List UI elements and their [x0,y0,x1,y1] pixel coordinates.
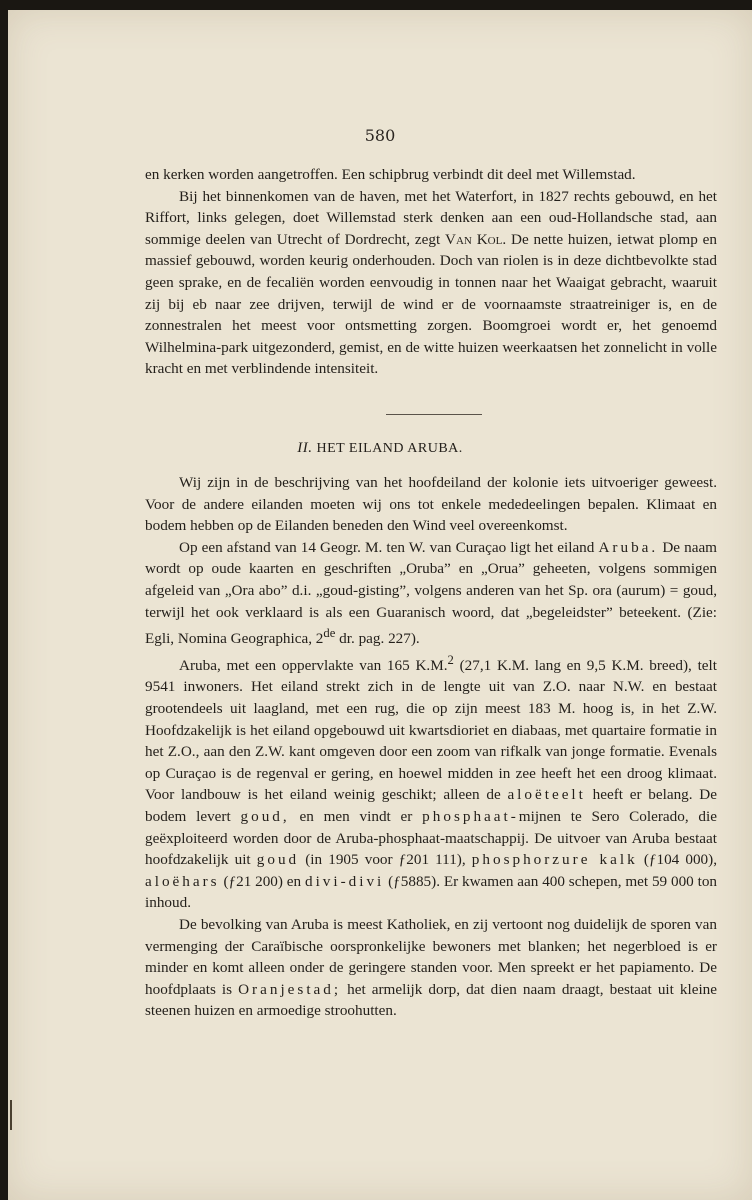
emphasis-oranjestad: Oranjestad; [238,980,342,998]
section-numeral: II. [297,440,313,456]
paragraph-continuation: en kerken worden aangetroffen. Een schipbrug verbindt dit deel met Willemstad. [145,166,636,183]
emphasis-goud: goud, [240,808,290,826]
paragraph-aruba-name: Op een afstand van 14 Geogr. M. ten W. van Curaçao ligt het eiland Aruba. De naam wordt op oude kaarten en geschriften „Oruba” en „Orua” geheeten, volgens sommigen afgeleid van „Ora abo” d.i. „goud-gisting”, volgens anderen van het Sp. ora (aurum) = goud, terwijl het ook verklaard is als een Guaranisch woord, dat „begeleidster” beteekent. (Zie: Egli, Nomina Geographica, 2de dr. pag. 227). [145,538,718,648]
emphasis-aruba: Aruba. [598,538,659,556]
paragraph-aruba-geography: Aruba, met een oppervlakte van 165 K.M.$^2$ (27,1 K.M. lang en 9,5 K.M. breed), telt 9541 inwoners. Het eiland strekt zich in de lengte uit van Z.O. naar N.W. en bestaat grootendeels uit laagland, met een rug, die op zijn meest 183 M. hoog is, in het Z.W. Hoofdzakelijk is het eiland opgebouwd uit kwartsdioriet en diabaas, met quartaire formatie in het Z.O., aan den Z.W. kant omgeven door een zoom van rifkalk van jonge formatie. Evenals op Curaçao is de regenval er gering, en hoewel midden in zee heeft het een droog klimaat. Voor landbouw is het eiland weinig geschikt; alleen de aloëteelt heeft er belang. De bodem levert goud, en men vindt er phosphaat-mijnen te Sero Colerado, die geëxploiteerd worden door de Aruba-phosphaat-maatschappij. De uitvoer van Aruba bestaat hoofdzakelijk uit goud (in 1905 voor ƒ201 111), phosphorzure kalk (ƒ104 000), aloëhars (ƒ21 200) en divi-divi (ƒ5885). Er kwamen aan 400 schepen, met 59 000 ton inhoud. [145,652,718,912]
emphasis-phosphorzure-kalk: phosphorzure kalk [471,851,638,869]
emphasis-aloeteelt: aloëteelt [507,786,586,804]
section-heading [8,440,752,457]
paragraph-willemstad: Bij het binnenkomen van de haven, met het Waterfort, in 1827 rechts gebouwd, en het Riffort, links gelegen, doet Willemstad sterk denken aan een oud-Hollandsche stad, aan sommige deelen van Utrecht of Dordrecht, zegt Van Kol. De nette huizen, ietwat plomp en massief gebouwd, worden keurig onderhouden. Doch van riolen is in deze dichtbevolkte stad geen sprake, en de fecaliën worden eenvoudig in tonnen naar het Waaigat gebracht, waaruit zij bij eb naar zee drijven, terwijl de wind er de voornaamste straatreiniger is, en de zonnestralen het meest voor ontsmetting zorgen. Boomgroei wordt er, het genoemd Wilhelmina-park uitgezonderd, gemist, en de witte huizen weerkaatsen het zonnelicht in volle kracht en met verblindende intensiteit. [145,187,717,378]
paragraph-population: De bevolking van Aruba is meest Katholiek, en zij vertoont nog duidelijk de sporen van vermenging der Caraïbische oorspronkelijke bewoners met blanken; het negerbloed is er minder en komt alleen onder de geringere standen voor. Men spreekt er het papiamento. De hoofdplaats is Oranjestad; het armelijk dorp, dat dien naam draagt, bestaat uit kleine steenen huizen en armoedige stroohutten. [145,916,718,1020]
book-page [8,10,752,1200]
page-number: 580 [364,126,396,145]
emphasis-divi-divi: divi-divi [304,872,385,890]
emphasis-goud-export: goud [256,851,300,869]
paragraph-intro-islands: Wij zijn in de beschrijving van het hoofdeiland der kolonie iets uitvoeriger geweest. Voor de andere eilanden moeten wij ons tot enkele mededeelingen bepalen. Klimaat en bodem hebben op de Eilanden beneden den Wind veel overeenkomst. [145,474,717,535]
intro-text-block [145,164,717,380]
author-name: Van Kol. [445,230,507,248]
body-text-block [145,472,717,1022]
emphasis-aloehars: aloëhars [145,872,220,890]
section-divider [386,414,482,415]
emphasis-phosphaat: phosphaat- [422,808,519,826]
section-title: HET EILAND ARUBA. [316,441,463,456]
binding-mark [10,1100,12,1130]
